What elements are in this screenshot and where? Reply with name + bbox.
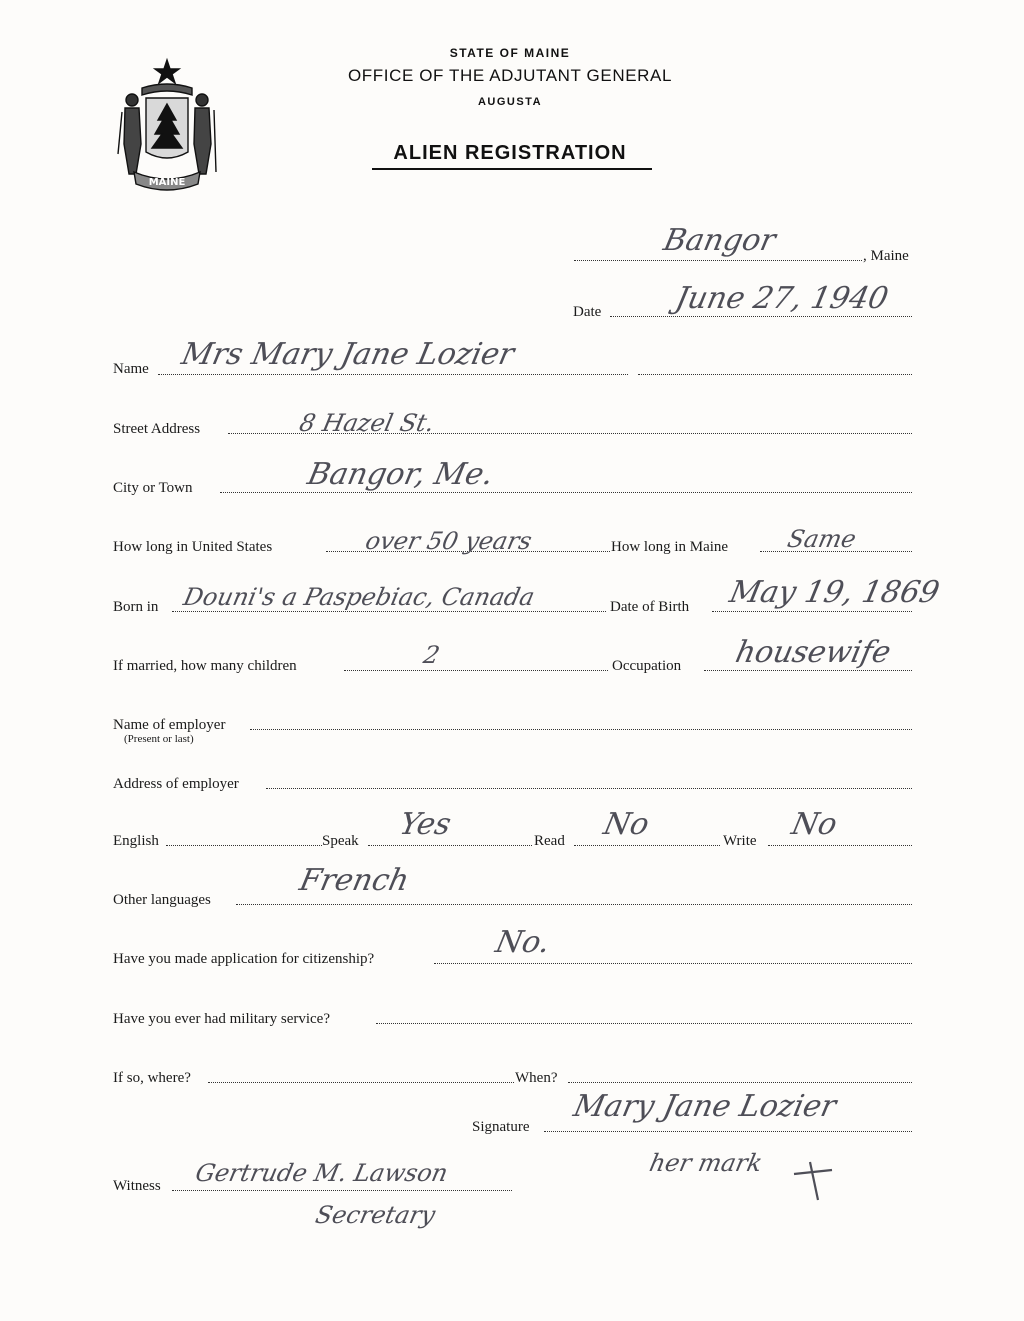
witness-label: Witness <box>113 1178 161 1194</box>
date-value: June 27, 1940 <box>672 281 892 316</box>
when-label: When? <box>515 1070 558 1086</box>
speak-label: Speak <box>322 833 359 849</box>
place-value: Bangor <box>660 223 779 258</box>
occupation-line <box>704 670 912 671</box>
title-underline <box>372 168 652 170</box>
street-address-label: Street Address <box>113 421 201 437</box>
date-line <box>610 316 912 317</box>
name-line-2 <box>638 374 912 375</box>
how-long-us-label: How long in United States <box>113 539 273 555</box>
how-long-maine-value: Same <box>785 525 859 553</box>
signature-label: Signature <box>472 1119 530 1135</box>
witness-title-value: Secretary <box>313 1201 438 1229</box>
when-line <box>568 1082 912 1083</box>
date-of-birth-line <box>712 611 912 612</box>
date-of-birth-value: May 19, 1869 <box>726 575 943 610</box>
where-label: If so, where? <box>113 1070 191 1086</box>
city-heading: AUGUSTA <box>477 96 543 108</box>
citizenship-label: Have you made application for citizenship? <box>113 951 375 967</box>
read-line <box>574 845 720 846</box>
maine-state-seal-icon <box>112 54 222 194</box>
city-label: City or Town <box>113 480 193 496</box>
date-label: Date <box>573 304 602 320</box>
children-value: 2 <box>421 641 443 669</box>
name-label: Name <box>113 361 149 377</box>
witness-line <box>172 1190 512 1191</box>
signature-value: Mary Jane Lozier <box>570 1089 840 1124</box>
employer-name-label: Name of employer <box>113 717 226 733</box>
citizenship-value: No. <box>492 925 554 960</box>
employer-address-line <box>266 788 912 789</box>
witness-value: Gertrude M. Lawson <box>193 1159 451 1187</box>
street-address-value: 8 Hazel St. <box>297 409 437 437</box>
date-of-birth-label: Date of Birth <box>610 599 690 615</box>
her-mark-value: her mark <box>647 1149 765 1177</box>
office-heading: OFFICE OF THE ADJUTANT GENERAL <box>347 66 673 85</box>
seal-ribbon-text: MAINE <box>148 177 186 188</box>
form-title: ALIEN REGISTRATION <box>393 142 627 164</box>
write-label: Write <box>723 833 757 849</box>
english-line <box>166 845 322 846</box>
occupation-value: housewife <box>732 635 894 670</box>
read-value: No <box>600 807 653 842</box>
children-label: If married, how many children <box>113 658 297 674</box>
state-heading: STATE OF MAINE <box>449 46 571 60</box>
write-line <box>768 845 912 846</box>
other-languages-label: Other languages <box>113 892 211 908</box>
how-long-us-value: over 50 years <box>363 527 535 555</box>
city-value: Bangor, Me. <box>304 457 497 492</box>
other-languages-line <box>236 904 912 905</box>
speak-value: Yes <box>396 807 455 842</box>
read-label: Read <box>534 833 565 849</box>
city-line <box>220 492 912 493</box>
military-line <box>376 1023 912 1024</box>
name-line <box>158 374 628 375</box>
how-long-maine-label: How long in Maine <box>611 539 729 555</box>
signature-line <box>544 1131 912 1132</box>
children-line <box>344 670 608 671</box>
employer-sub-label: (Present or last) <box>124 733 194 745</box>
other-languages-value: French <box>296 863 413 898</box>
maine-label: , Maine <box>863 248 909 264</box>
occupation-label: Occupation <box>612 658 682 674</box>
place-line <box>574 260 862 261</box>
military-label: Have you ever had military service? <box>113 1011 330 1027</box>
name-value: Mrs Mary Jane Lozier <box>178 337 518 372</box>
citizenship-line <box>434 963 912 964</box>
employer-name-line <box>250 729 912 730</box>
employer-address-label: Address of employer <box>113 776 239 792</box>
mark-x-icon <box>790 1156 836 1204</box>
born-in-label: Born in <box>113 599 159 615</box>
speak-line <box>368 845 532 846</box>
born-in-line <box>172 611 606 612</box>
write-value: No <box>788 807 841 842</box>
english-label: English <box>113 833 159 849</box>
born-in-value: Douni's a Paspebiac, Canada <box>181 583 538 611</box>
where-line <box>208 1082 514 1083</box>
